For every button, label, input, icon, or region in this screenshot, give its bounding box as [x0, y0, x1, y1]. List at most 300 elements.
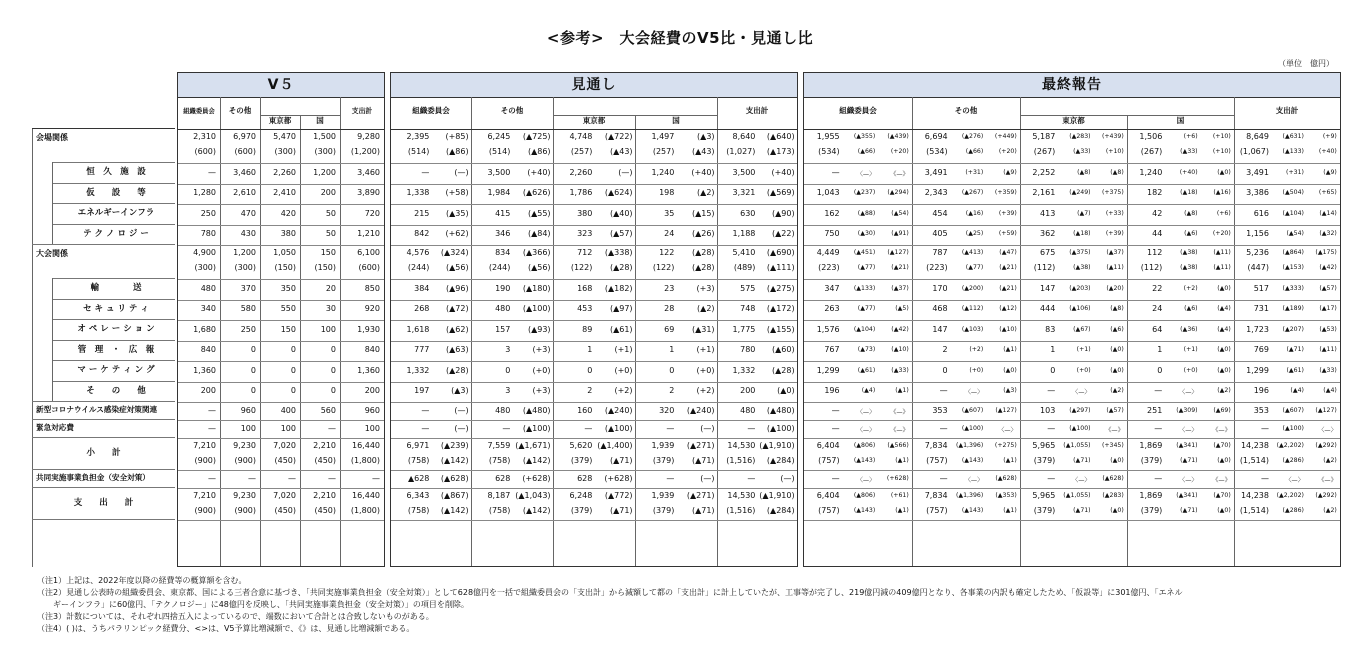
row-label: エネルギーインフラ — [77, 208, 155, 218]
final-outlook-diff: (▲127) — [995, 406, 1017, 414]
row-separator — [804, 300, 1340, 301]
v5-value: 0 — [250, 365, 256, 375]
row-label: 新型コロナウイルス感染症対策関連 — [36, 405, 158, 414]
v5-value: — — [208, 167, 216, 177]
final-value: 517 — [1253, 283, 1269, 293]
final-value: 1,576 — [816, 324, 840, 334]
row-label: 会場関係 — [36, 133, 68, 142]
outlook-diff: (▲0) — [777, 386, 795, 396]
final-value: 22 — [1152, 283, 1163, 293]
final-para-value: (757) — [926, 456, 948, 465]
final-value: — — [831, 423, 840, 433]
final-v5-diff: (▲112) — [961, 305, 984, 313]
row-separator — [178, 520, 384, 521]
final-outlook-diff: (▲4) — [1217, 325, 1231, 333]
final-para-outlook-diff: (▲0) — [1217, 507, 1231, 514]
outlook-para-value: (244) — [407, 263, 430, 272]
outlook-diff: (▲240) — [604, 405, 633, 415]
final-v5-diff: (▲61) — [1286, 366, 1304, 374]
final-outlook-diff: 《—》 — [890, 408, 909, 416]
final-outlook-diff: (▲6) — [1110, 325, 1124, 333]
final-header: 最終報告 — [804, 73, 1340, 98]
header-total: 支出計 — [1275, 106, 1299, 115]
final-panel — [803, 72, 1341, 567]
final-outlook-diff: (▲57) — [1106, 406, 1124, 414]
final-v5-diff: (▲1,055) — [1063, 492, 1091, 499]
v5-value: 1,680 — [193, 324, 216, 334]
row-label: セ キ ュ リ テ ィ — [83, 303, 149, 314]
final-para-value: (267) — [1140, 147, 1163, 156]
v5-value: 370 — [240, 283, 256, 293]
outlook-diff: (▲690) — [766, 248, 795, 257]
v5-para-value: (450) — [314, 456, 336, 465]
row-label: そ の 他 — [86, 385, 146, 396]
row-separator — [804, 184, 1340, 185]
final-para-outlook-diff: (▲42) — [1319, 264, 1337, 271]
final-para-v5-diff: (▲66) — [965, 148, 984, 155]
final-outlook-diff: (▲32) — [1319, 230, 1337, 238]
outlook-diff: (▲722) — [604, 132, 633, 141]
final-v5-diff: (▲88) — [857, 209, 876, 217]
v5-value: 850 — [364, 283, 380, 293]
final-para-outlook-diff: (▲0) — [1110, 507, 1124, 514]
v5-value: 7,020 — [273, 491, 296, 500]
outlook-value: 628 — [495, 473, 511, 483]
final-outlook-diff: (▲9) — [1323, 168, 1337, 176]
final-outlook-diff: (▲20) — [1106, 284, 1124, 292]
final-outlook-diff: (▲175) — [1315, 249, 1337, 256]
final-outlook-diff: (+9) — [1322, 133, 1337, 140]
final-v5-diff: 〈—〉 — [856, 408, 876, 416]
outlook-value: 630 — [740, 208, 756, 218]
final-v5-diff: (+2) — [1183, 284, 1198, 292]
outlook-value: 415 — [495, 208, 511, 218]
final-para-value: (1,514) — [1239, 456, 1269, 465]
final-para-outlook-diff: (+20) — [890, 148, 909, 155]
outlook-value: 197 — [414, 386, 430, 396]
v5-value: — — [328, 423, 336, 433]
outlook-value: 8,640 — [732, 132, 756, 141]
outlook-para-value: (514) — [407, 147, 430, 156]
header-tokyo: 東京都 — [1062, 116, 1085, 125]
header-bottom-line — [391, 129, 797, 130]
outlook-diff: (▲100) — [522, 423, 551, 433]
outlook-diff: (▲569) — [766, 188, 795, 198]
outlook-diff: (▲31) — [691, 324, 715, 334]
v5-value: 250 — [200, 208, 216, 218]
v5-value: 380 — [280, 229, 296, 239]
v5-panel — [177, 72, 385, 567]
outlook-para-diff: (▲142) — [440, 456, 469, 465]
outlook-diff: (▲72) — [446, 304, 469, 314]
outlook-para-diff: (▲284) — [766, 506, 795, 515]
final-value: 7,834 — [924, 441, 948, 450]
final-value: — — [1260, 423, 1269, 433]
outlook-para-value: (379) — [570, 506, 593, 515]
outlook-value: 453 — [577, 304, 593, 314]
final-para-v5-diff: (▲77) — [857, 264, 876, 271]
row-separator — [804, 382, 1340, 383]
row-separator — [391, 520, 797, 521]
final-value: 1,299 — [816, 365, 840, 375]
row-separator — [391, 488, 797, 489]
outlook-value: — — [747, 423, 756, 433]
indent-line — [52, 381, 53, 402]
outlook-value: 1,775 — [732, 324, 756, 334]
final-value: 1 — [1050, 345, 1056, 355]
v5-value: 2,210 — [313, 441, 336, 450]
v5-value: 580 — [240, 304, 256, 314]
final-value: 1 — [1157, 345, 1163, 355]
final-outlook-diff: 〈—〉 — [1318, 426, 1337, 434]
outlook-value: 198 — [659, 188, 675, 198]
final-para-outlook-diff: (▲1) — [895, 457, 909, 464]
final-value: 196 — [1253, 386, 1269, 396]
outlook-diff: (+0) — [532, 365, 551, 375]
final-v5-diff: (▲16) — [965, 209, 984, 217]
outlook-para-diff: (▲71) — [691, 506, 715, 515]
outlook-value: 5,620 — [569, 441, 593, 450]
final-value: — — [1047, 473, 1056, 483]
outlook-value: — — [666, 473, 675, 483]
v5-value: 1,050 — [273, 248, 296, 257]
final-outlook-diff: (▲42) — [891, 325, 909, 333]
row-separator — [178, 341, 384, 342]
final-v5-diff: 〈—〉 — [856, 476, 876, 484]
v5-value: 7,210 — [193, 491, 216, 500]
v5-para-value: (600) — [358, 263, 380, 272]
indent-line — [52, 360, 53, 381]
outlook-diff: (▲1,671) — [515, 441, 551, 450]
outlook-diff: (▲90) — [772, 208, 795, 218]
final-para-v5-diff: (▲133) — [1282, 148, 1304, 155]
final-para-outlook-diff: (+40) — [1318, 148, 1337, 155]
v5-value: 20 — [325, 283, 336, 293]
final-outlook-diff: (▲3) — [1003, 387, 1017, 395]
final-v5-diff: (▲8) — [1184, 209, 1198, 217]
outlook-value: 3,500 — [732, 167, 756, 177]
final-para-value: (757) — [818, 506, 840, 515]
outlook-diff: (▲628) — [440, 473, 469, 483]
row-label: オ ペ レ ー シ ョ ン — [77, 324, 155, 334]
v5-para-value: (600) — [234, 147, 256, 156]
outlook-para-value: (758) — [488, 506, 511, 515]
final-value: 3,386 — [1246, 188, 1269, 198]
v5-value: 920 — [364, 304, 380, 314]
final-value: 251 — [1147, 405, 1163, 415]
outlook-diff: (▲271) — [686, 441, 715, 450]
final-v5-diff: (▲249) — [1069, 189, 1091, 197]
final-value: 2 — [942, 345, 948, 355]
final-para-outlook-diff: (+20) — [998, 148, 1017, 155]
final-para-value: (112) — [1140, 263, 1163, 272]
final-v5-diff: (▲504) — [1282, 189, 1304, 197]
final-value: 162 — [824, 208, 840, 218]
final-outlook-diff: 《—》 — [1212, 426, 1231, 434]
final-v5-diff: (▲4) — [861, 387, 876, 395]
final-para-value: (379) — [1140, 506, 1163, 515]
final-value: 2,161 — [1032, 188, 1056, 198]
indent-line — [52, 319, 53, 340]
final-outlook-diff: (+375) — [1101, 189, 1124, 197]
outlook-diff: (▲61) — [609, 324, 633, 334]
final-outlook-diff: (▲9) — [1003, 168, 1017, 176]
outlook-value: — — [666, 423, 675, 433]
v5-value: 9,280 — [357, 132, 380, 141]
outlook-diff: (▲772) — [604, 491, 633, 500]
v5-value: — — [372, 473, 380, 483]
outlook-value: 2 — [587, 386, 593, 396]
final-v5-diff: (▲104) — [853, 325, 876, 333]
row-separator — [178, 420, 384, 421]
outlook-value: 122 — [659, 248, 675, 257]
final-outlook-diff: 《—》 — [1318, 476, 1337, 484]
final-outlook-diff: (▲8) — [1110, 305, 1124, 313]
final-outlook-diff: (▲33) — [1319, 366, 1337, 374]
v5-value: 720 — [364, 208, 380, 218]
outlook-diff: (▲239) — [440, 441, 469, 450]
outlook-value: 6,343 — [406, 491, 430, 500]
outlook-para-diff: (▲86) — [527, 147, 551, 156]
v5-value: 3,460 — [233, 167, 256, 177]
outlook-value: 5,410 — [732, 248, 756, 257]
final-outlook-diff: (▲628) — [1102, 474, 1124, 482]
outlook-diff: (—) — [618, 167, 633, 177]
outlook-diff: (▲1,910) — [759, 491, 795, 500]
final-outlook-diff: (▲292) — [1315, 442, 1337, 449]
final-v5-diff: 〈—〉 — [1179, 389, 1198, 397]
footnote-line: ギーインフラ」に60億円、「テクノロジー」に48億円を反映し、「共同実施事業負担金（安全対策）」の項目を削除。 — [37, 600, 469, 609]
outlook-diff: (▲63) — [446, 345, 469, 355]
final-para-v5-diff: (▲153) — [1282, 264, 1304, 271]
outlook-value: 1,188 — [732, 229, 756, 239]
final-para-outlook-diff: (+10) — [1212, 148, 1231, 155]
final-v5-diff: (▲413) — [961, 249, 984, 256]
outlook-value: — — [421, 167, 430, 177]
outlook-diff: (▲28) — [691, 248, 715, 257]
row-separator — [178, 402, 384, 403]
final-value: 0 — [1050, 365, 1056, 375]
outlook-diff: (▲28) — [772, 365, 795, 375]
row-separator — [178, 320, 384, 321]
final-v5-diff: (+0) — [969, 366, 984, 374]
final-v5-diff: (▲341) — [1176, 492, 1198, 499]
outlook-value: — — [421, 423, 430, 433]
outlook-diff: (▲324) — [440, 248, 469, 257]
final-v5-diff: (▲61) — [857, 366, 876, 374]
row-label: 恒 久 施 設 — [86, 167, 146, 177]
v5-value: 150 — [320, 248, 336, 257]
final-value: 362 — [1040, 229, 1056, 239]
outlook-diff: (+85) — [445, 132, 469, 141]
final-outlook-diff: (▲0) — [1217, 284, 1231, 292]
final-para-v5-diff: (▲143) — [961, 457, 984, 464]
final-v5-diff: (+31) — [965, 168, 984, 176]
outlook-diff: (+2) — [614, 386, 633, 396]
outlook-value: 23 — [664, 283, 675, 293]
final-v5-diff: (▲237) — [853, 189, 876, 197]
outlook-value: 575 — [740, 283, 756, 293]
outlook-value: — — [584, 423, 593, 433]
row-separator — [391, 279, 797, 280]
final-value: 2,252 — [1032, 167, 1056, 177]
final-value: 83 — [1045, 324, 1056, 334]
outlook-para-value: (379) — [652, 506, 675, 515]
v5-value: 100 — [364, 423, 380, 433]
v5-value: 7,210 — [193, 441, 216, 450]
outlook-para-value: (758) — [407, 506, 430, 515]
header-tokyo: 東京都 — [268, 116, 292, 125]
header-kuni: 国 — [672, 116, 680, 125]
row-separator — [391, 402, 797, 403]
row-label: 共同実施事業負担金（安全対策） — [36, 473, 150, 482]
final-v5-diff: (▲309) — [1176, 406, 1198, 414]
outlook-value: 215 — [414, 208, 430, 218]
final-value: — — [1260, 473, 1269, 483]
subheader-line — [553, 115, 717, 116]
v5-value: 3,890 — [357, 188, 380, 198]
final-outlook-diff: (▲37) — [1106, 249, 1124, 256]
outlook-value: 320 — [659, 405, 675, 415]
subheader-line — [1020, 115, 1234, 116]
row-separator — [804, 204, 1340, 205]
v5-value: 1,200 — [233, 248, 256, 257]
final-value: 5,236 — [1246, 248, 1269, 257]
header-tokyo: 東京都 — [582, 116, 606, 125]
v5-value: 3,460 — [357, 167, 380, 177]
row-separator — [391, 361, 797, 362]
row-label: 輸 送 — [90, 283, 142, 293]
header-org: 組織委員会 — [183, 108, 215, 115]
indent-line — [52, 299, 53, 320]
v5-para-value: (1,200) — [350, 147, 380, 156]
page-title: <参考> 大会経費のV5比・見通し比 — [546, 29, 814, 47]
final-v5-diff: (▲355) — [853, 133, 876, 140]
outlook-diff: (▲22) — [772, 229, 795, 239]
row-separator — [804, 488, 1340, 489]
v5-value: 200 — [200, 386, 216, 396]
final-outlook-diff: (▲2) — [1110, 387, 1124, 395]
final-value: 147 — [1040, 283, 1056, 293]
outlook-para-value: (244) — [488, 263, 511, 272]
outlook-value: — — [747, 473, 756, 483]
final-value: 444 — [1040, 304, 1056, 314]
final-outlook-diff: (+439) — [1101, 133, 1124, 140]
v5-value: 1,930 — [357, 324, 380, 334]
v5-value: 9,230 — [233, 491, 256, 500]
outlook-diff: (▲97) — [609, 304, 633, 314]
final-value: 5,965 — [1032, 441, 1056, 450]
outlook-value: 2,395 — [406, 132, 430, 141]
outlook-para-value: (379) — [570, 456, 593, 465]
final-v5-diff: (▲207) — [1282, 325, 1304, 333]
final-outlook-diff: (▲0) — [1110, 366, 1124, 374]
outlook-diff: (▲338) — [604, 248, 633, 257]
row-separator — [391, 163, 797, 164]
final-para-outlook-diff: (▲1) — [895, 507, 909, 514]
outlook-value: 384 — [414, 283, 430, 293]
outlook-diff: (▲172) — [766, 304, 795, 314]
outlook-value: 346 — [495, 229, 511, 239]
final-value: 8,649 — [1246, 132, 1269, 141]
final-value: 182 — [1147, 188, 1163, 198]
outlook-value: 0 — [587, 365, 593, 375]
final-v5-diff: (▲77) — [857, 305, 876, 313]
final-outlook-diff: (▲37) — [891, 284, 909, 292]
v5-value: 550 — [280, 304, 296, 314]
outlook-diff: (▲40) — [609, 208, 633, 218]
final-v5-diff: (▲25) — [965, 230, 984, 238]
final-para-v5-diff: (▲286) — [1282, 507, 1304, 514]
final-outlook-diff: (+39) — [1105, 230, 1124, 238]
final-para-value: (534) — [926, 147, 948, 156]
row-separator — [804, 163, 1340, 164]
outlook-panel — [390, 72, 798, 567]
final-v5-diff: 〈—〉 — [964, 389, 984, 397]
v5-value: 2,210 — [313, 491, 336, 500]
v5-value: 470 — [240, 208, 256, 218]
outlook-diff: (+3) — [532, 345, 551, 355]
outlook-diff: (▲1,910) — [759, 441, 795, 450]
final-v5-diff: (▲864) — [1282, 249, 1304, 256]
final-para-v5-diff: (▲143) — [853, 507, 876, 514]
final-value: 24 — [1152, 304, 1163, 314]
final-outlook-diff: 《—》 — [890, 170, 909, 178]
outlook-value: 35 — [664, 208, 675, 218]
header-kuni: 国 — [1176, 116, 1185, 125]
outlook-diff: (+40) — [527, 167, 551, 177]
final-para-v5-diff: (▲33) — [1180, 148, 1198, 155]
row-separator — [178, 279, 384, 280]
outlook-value: 2,260 — [569, 167, 593, 177]
final-value: 7,834 — [924, 491, 948, 500]
outlook-para-value: (257) — [570, 147, 593, 156]
outlook-para-value: (758) — [407, 456, 430, 465]
v5-value: 250 — [240, 324, 256, 334]
v5-value: 780 — [200, 229, 216, 239]
outlook-value: 6,248 — [569, 491, 593, 500]
outlook-value: 28 — [664, 304, 675, 314]
final-v5-diff: (+0) — [1076, 366, 1091, 374]
final-value: 1,869 — [1139, 441, 1163, 450]
outlook-diff: (▲62) — [446, 324, 469, 334]
final-value: 6,404 — [816, 441, 840, 450]
footnotes — [37, 575, 1337, 635]
row-separator — [804, 438, 1340, 439]
outlook-value: 190 — [495, 283, 511, 293]
outlook-para-diff: (▲28) — [609, 263, 633, 272]
row-separator — [178, 488, 384, 489]
outlook-diff: (+628) — [604, 473, 633, 483]
final-outlook-diff: (▲70) — [1213, 442, 1231, 449]
outlook-diff: (—) — [700, 423, 715, 433]
outlook-value: ▲628 — [407, 473, 430, 483]
final-outlook-diff: 〈—〉 — [998, 426, 1017, 434]
outlook-value: 1,786 — [569, 188, 593, 198]
final-value: 1,506 — [1139, 132, 1163, 141]
final-outlook-diff: (▲283) — [1102, 492, 1124, 499]
label-top-border — [32, 128, 175, 129]
outlook-diff: (▲3) — [451, 386, 469, 396]
row-separator — [804, 279, 1340, 280]
row-separator — [178, 184, 384, 185]
row-separator — [391, 438, 797, 439]
outlook-para-diff: (▲43) — [609, 147, 633, 156]
final-v5-diff: (▲18) — [1180, 189, 1198, 197]
outlook-diff: (▲1,400) — [597, 441, 633, 450]
outlook-value: — — [421, 405, 430, 415]
final-v5-diff: (▲1,396) — [955, 492, 984, 499]
